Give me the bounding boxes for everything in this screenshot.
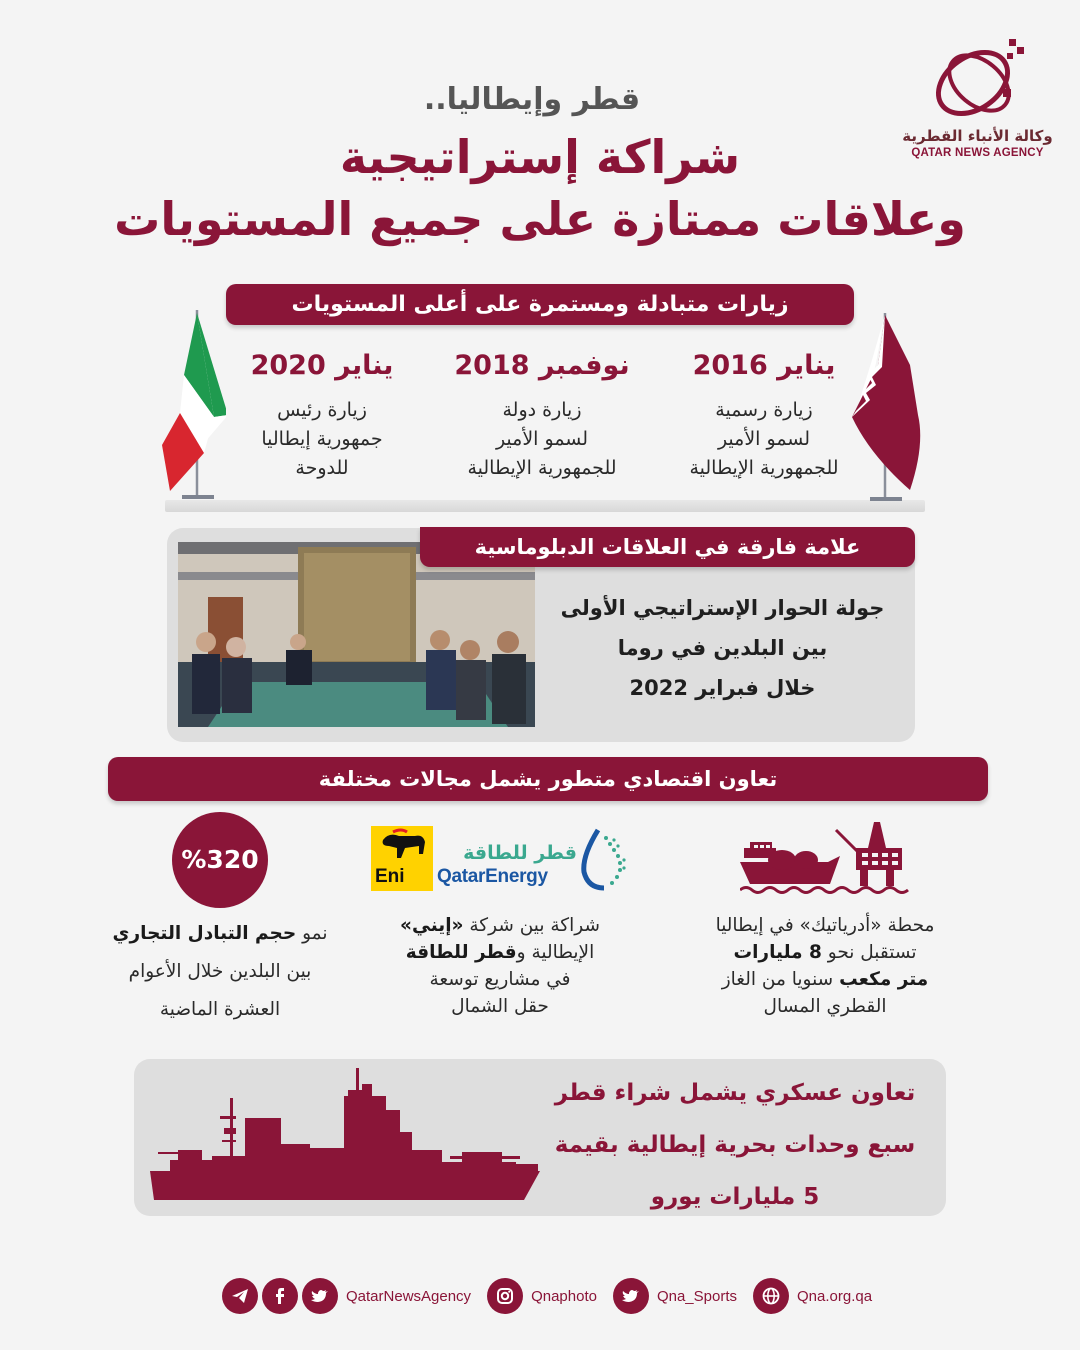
social-label-website[interactable]: Qna.org.qa: [797, 1287, 873, 1305]
econ-line: متر مكعب سنويا من الغاز: [721, 969, 929, 990]
military-text: [535, 1067, 935, 1223]
warship-icon: [150, 1066, 540, 1202]
economic-banner: تعاون اقتصادي متطور يشمل مجالات مختلفة: [108, 757, 988, 801]
social-label-qnaphoto[interactable]: Qnaphoto: [531, 1287, 597, 1305]
logo-english-name: QATAR NEWS AGENCY: [911, 147, 1044, 159]
military-line: سبع وحدات بحرية إيطالية بقيمة: [554, 1132, 916, 1158]
page-kicker: قطر وإيطاليا..: [423, 82, 641, 117]
meeting-photo-image: [178, 542, 535, 727]
visits-banner: زيارات متبادلة ومستمرة على أعلى المستويات: [226, 284, 854, 325]
eni-logo: Eni: [371, 826, 433, 891]
qatarenergy-drop-icon: [580, 826, 628, 892]
page-title-line1: شراكة إستراتيجية: [339, 130, 741, 184]
economic-item-adriatic: [685, 912, 965, 1020]
visit-desc-line: زيارة رئيس: [277, 399, 367, 421]
visit-item-2016: [654, 348, 874, 483]
flag-shelf: [165, 500, 925, 512]
econ-line: شراكة بين شركة «إيني»: [400, 915, 600, 936]
visit-desc-line: لسمو الأمير: [495, 428, 589, 450]
visit-date: يناير 2016: [692, 350, 836, 381]
social-footer: [222, 1276, 888, 1316]
social-label-qna-sports[interactable]: Qna_Sports: [656, 1287, 737, 1305]
visit-desc-line: لسمو الأمير: [717, 428, 811, 450]
facebook-icon[interactable]: [262, 1278, 298, 1314]
econ-line: تستقبل نحو 8 مليارات: [733, 942, 917, 963]
instagram-icon[interactable]: [487, 1278, 523, 1314]
economic-item-trade-growth: [80, 915, 360, 1029]
econ-line: الإيطالية وقطر للطاقة: [405, 942, 595, 963]
social-label-qatarnewsagency[interactable]: QatarNewsAgency: [346, 1287, 472, 1305]
visit-date: يناير 2020: [250, 350, 394, 381]
visit-item-2018: [432, 348, 652, 483]
economic-item-eni-partnership: [360, 912, 640, 1020]
econ-line: في مشاريع توسعة: [429, 969, 571, 990]
econ-line: حقل الشمال: [451, 996, 549, 1017]
visit-desc-line: جمهورية إيطاليا: [261, 428, 383, 450]
qatarenergy-english-logo: QatarEnergy: [437, 866, 548, 887]
meeting-photo: [178, 542, 535, 727]
visit-desc-line: للدوحة: [295, 457, 349, 479]
diplomatic-text: [545, 588, 900, 708]
page-title-line2: وعلاقات ممتازة على جميع المستويات: [114, 192, 966, 246]
visit-desc-line: للجمهورية الإيطالية: [467, 457, 617, 479]
econ-line: العشرة الماضية: [159, 999, 281, 1020]
twitter-icon[interactable]: [613, 1278, 649, 1314]
econ-line: بين البلدين خلال الأعوام: [128, 961, 312, 982]
trade-growth-stat: %320: [172, 812, 268, 908]
visit-desc-line: للجمهورية الإيطالية: [689, 457, 839, 479]
econ-line: القطري المسال: [763, 996, 887, 1017]
diplomatic-line: جولة الحوار الإستراتيجي الأولى: [560, 596, 885, 620]
diplomatic-line: خلال فبراير 2022: [629, 676, 816, 700]
telegram-icon[interactable]: [222, 1278, 258, 1314]
twitter-icon[interactable]: [302, 1278, 338, 1314]
econ-line: نمو حجم التبادل التجاري: [112, 923, 328, 944]
military-line: تعاون عسكري يشمل شراء قطر: [554, 1080, 916, 1106]
visit-item-2020: [212, 348, 432, 483]
visit-date: نوفمبر 2018: [454, 350, 630, 381]
diplomatic-line: بين البلدين في روما: [617, 636, 828, 660]
diplomatic-banner: علامة فارقة في العلاقات الدبلوماسية: [420, 527, 915, 567]
eni-dog-icon: [371, 826, 433, 868]
military-line: 5 مليارات يورو: [650, 1184, 820, 1210]
lng-tanker-oil-rig-icon: [740, 820, 910, 898]
visit-desc-line: زيارة دولة: [502, 399, 582, 421]
logo-arabic-name: وكالة الأنباء القطرية: [902, 127, 1053, 145]
globe-icon[interactable]: [753, 1278, 789, 1314]
econ-line: محطة «أدرياتيك» في إيطاليا: [715, 915, 935, 936]
visit-desc-line: زيارة رسمية: [715, 399, 813, 421]
qatarenergy-arabic-logo: قطر للطاقة: [463, 842, 577, 864]
